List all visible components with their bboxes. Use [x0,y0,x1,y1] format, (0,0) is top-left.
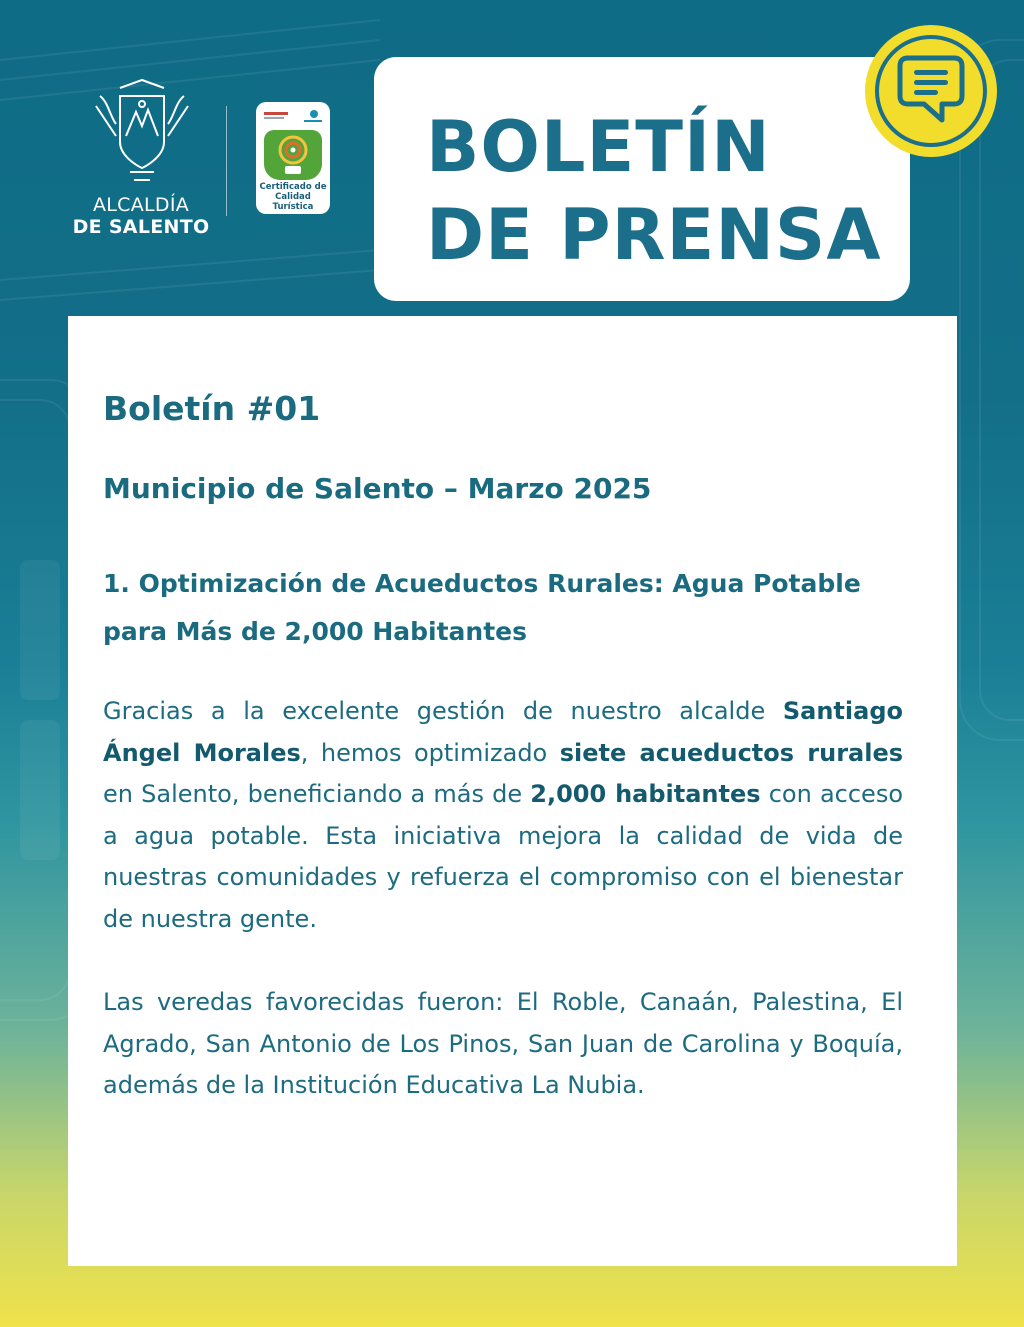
municipal-crest-icon [90,76,194,194]
bulletin-subtitle: Municipio de Salento – Marzo 2025 [103,472,652,505]
municipal-logo-block [66,76,356,246]
certificate-header-icon [262,108,324,126]
page-title-line2: DE PRENSA [426,194,882,276]
paragraph-1-text-1: Gracias a la excelente gestión de nuestro alcalde [103,697,783,725]
section-title: 1. Optimización de Acueductos Rurales: Agua Potable para Más de 2,000 Habitantes [103,569,861,646]
chat-bubble-icon [862,22,1000,160]
organization-name-line1: ALCALDÍA [92,194,190,216]
paragraph-1 [103,691,903,940]
certificate-label: Certificado de Calidad Turística [259,182,327,212]
organization-name-line2: DE SALENTO [72,216,210,238]
paragraph-1-text-3: en Salento, beneficiando a más de [103,780,531,808]
logo-divider [226,106,227,216]
header-title-card [374,57,910,301]
bulletin-number: Boletín #01 [103,389,321,428]
page-title [426,103,882,279]
page-title-line1: BOLETÍN [426,106,771,188]
inhabitants-highlight: 2,000 habitantes [530,780,761,808]
quality-certificate-seal-icon [264,130,322,180]
quality-certificate-badge [256,102,330,214]
paragraph-1-text-4: con acceso a agua potable. Esta iniciativa mejora la calidad de vida de nuestras comunidades y refuerza el compromiso con el bienestar de nuestra gente. [103,780,904,933]
paragraph-1-text-2: , hemos optimizado [300,738,560,767]
mayor-name: Santiago Ángel Morales [103,697,903,767]
aqueducts-highlight: siete acueductos rurales [559,738,904,767]
organization-name [66,194,216,238]
bulletin-content-card [68,316,957,1266]
paragraph-2: Las veredas favorecidas fueron: El Roble, Canaán, Palestina, El Agrado, San Antonio de Los Pinos, San Juan de Carolina y Boquía, además de la Institución Educativa La Nubia. [103,988,903,1099]
